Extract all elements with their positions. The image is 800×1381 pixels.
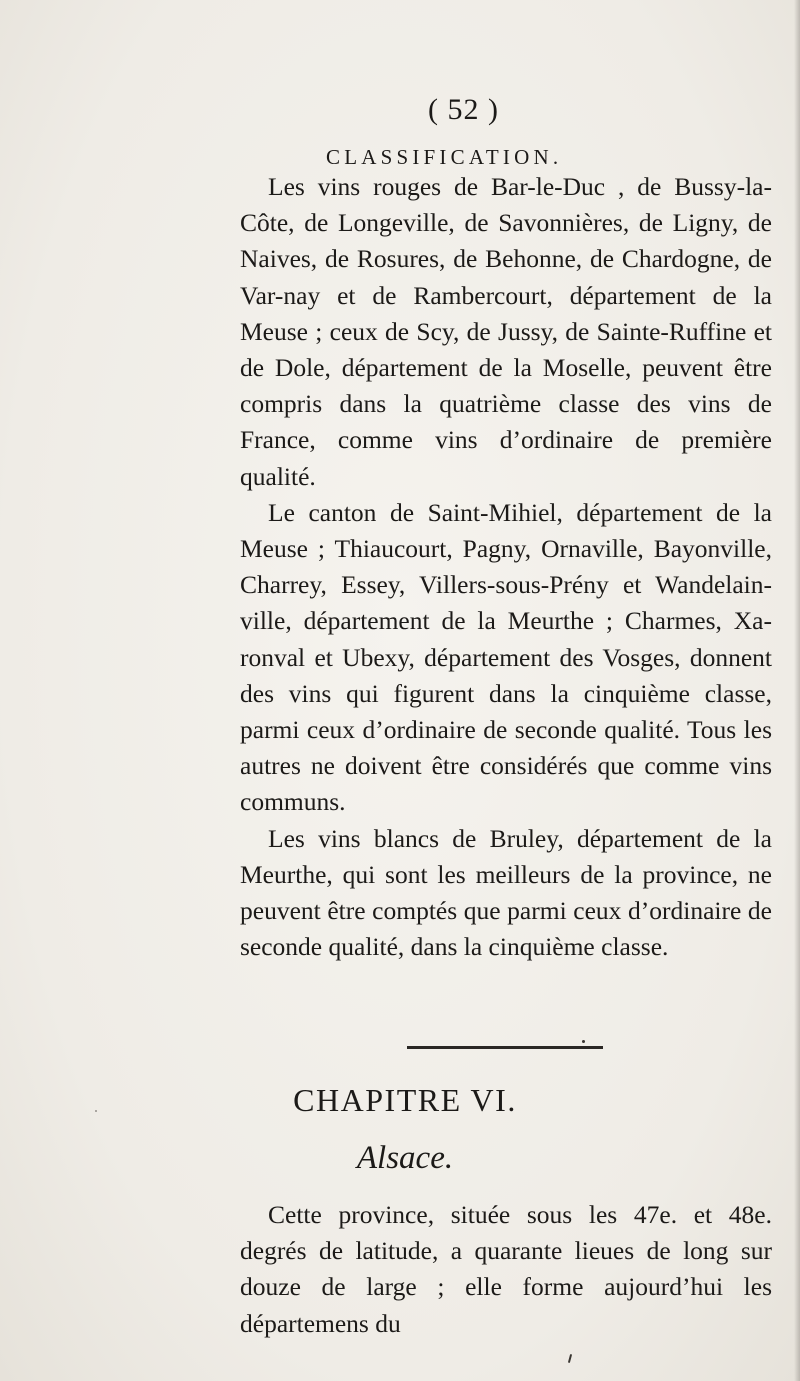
- chapter-subtitle: Alsace.: [356, 1140, 454, 1176]
- paragraph-alsace-intro: Cette province, située sous les 47e. et 48e. degrés de latitude, a quarante lieues de long sur douze de large ; elle forme aujourd’hui les départemens du: [240, 1200, 772, 1338]
- paragraph-red-wines: Les vins rouges de Bar-le-Duc , de Bussy-la-Côte, de Longeville, de Savonnières, de Ligny, de Naives, de Rosures, de Behonne, de Chardogne, de Var-nay et de Rambercourt, département de la Meuse ; ceux de Scy, de Jussy, de Sainte-Ruffine et de Dole, département de la Moselle, peuvent être compris dans la quatrième classe des vins de France, comme vins d’ordinaire de première qualité.: [240, 172, 772, 491]
- chapter-title: CHAPITRE VI.: [293, 1082, 517, 1118]
- running-head: CLASSIFICATION.: [326, 145, 563, 169]
- paragraph-saint-mihiel: Le canton de Saint-Mihiel, département de la Meuse ; Thiaucourt, Pagny, Ornaville, Bayonville, Charrey, Essey, Villers-sous-Prény et Wandelain-ville, département de la Meurthe ; Charmes, Xa-ronval et Ubexy, département des Vosges, donnent des vins qui figurent dans la cinquième classe, parmi ceux d’ordinaire de seconde qualité. Tous les autres ne doivent être considérés que comme vins communs.: [240, 497, 772, 817]
- section-alsace-text: [240, 1197, 772, 1342]
- page-edge-shadow: [794, 0, 800, 1381]
- paragraph-white-wines: Les vins blancs de Bruley, département de la Meurthe, qui sont les meilleurs de la province, ne peuvent être comptés que parmi ceux d’ordinaire de seconde qualité, dans la cinquième classe.: [240, 823, 772, 962]
- page-number: ( 52 ): [428, 93, 499, 126]
- section-divider-rule: [407, 1046, 603, 1049]
- section-classification-text: [240, 169, 772, 965]
